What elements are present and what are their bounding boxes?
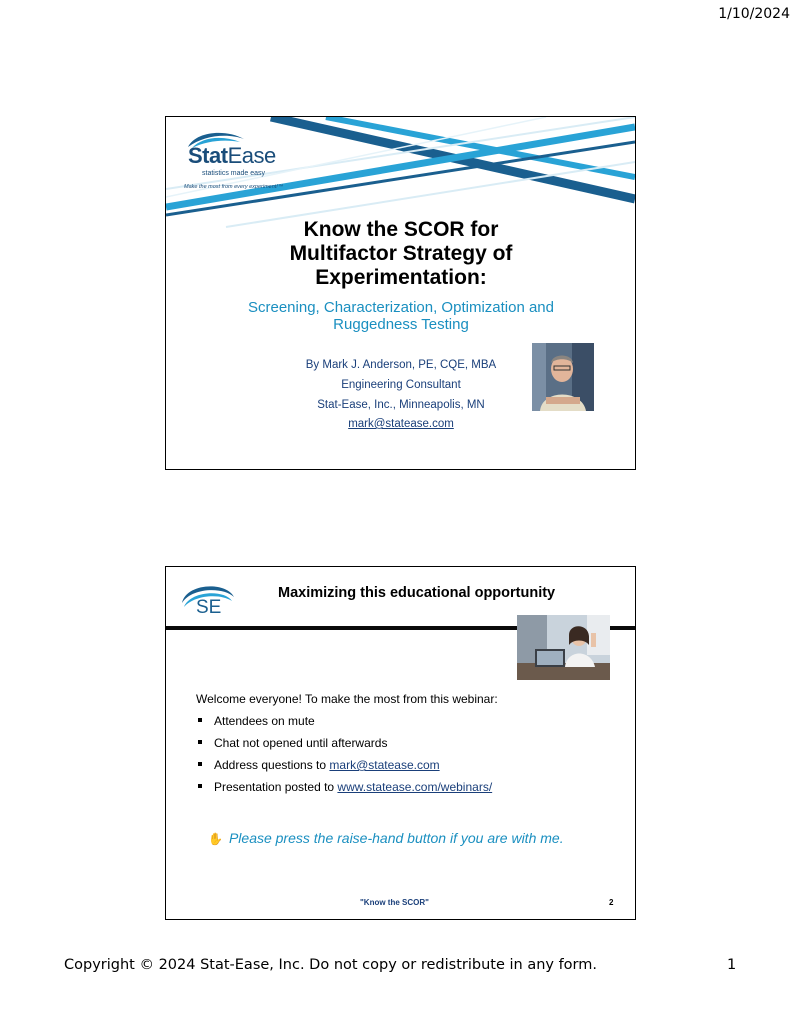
bullet-icon (198, 784, 202, 788)
bullet-icon (198, 718, 202, 722)
slide-2 (165, 566, 636, 920)
list-item: Chat not opened until afterwards (196, 735, 492, 757)
webinar-attendee-photo (517, 615, 610, 680)
intro-text: Welcome everyone! To make the most from this webinar: (196, 692, 498, 706)
presenter-photo (532, 343, 594, 411)
logo-text: SE (196, 597, 222, 618)
slide-1-subtitle: Screening, Characterization, Optimization and Ruggedness Testing (248, 299, 554, 333)
copyright-notice: Copyright © 2024 Stat-Ease, Inc. Do not copy or redistribute in any form. (64, 957, 597, 973)
bullet-icon (198, 762, 202, 766)
webinars-link[interactable]: www.statease.com/webinars/ (337, 780, 493, 794)
role-line: Engineering Consultant (341, 379, 461, 391)
list-item: Attendees on mute (196, 713, 492, 735)
email-link[interactable]: mark@statease.com (348, 418, 454, 430)
email-line (276, 418, 526, 430)
page-number: 1 (727, 957, 737, 973)
list-item: Presentation posted to www.statease.com/webinars/ (196, 779, 492, 801)
raise-hand-note: ✋ Please press the raise-hand button if you are with me. (208, 830, 564, 846)
list-item: Address questions to mark@statease.com (196, 757, 492, 779)
questions-email-link[interactable]: mark@statease.com (329, 758, 440, 772)
slide-1-title: Know the SCOR for Multifactor Strategy of Experimentation: (289, 218, 513, 289)
slide-number: 2 (609, 898, 614, 907)
logo-wordmark: StatEase (188, 143, 276, 168)
stat-ease-logo (184, 129, 314, 189)
tips-list (196, 713, 492, 801)
slide-footer: "Know the SCOR" (360, 898, 429, 907)
logo-tagline: statistics made easy (202, 170, 266, 177)
raised-hand-icon: ✋ (208, 832, 223, 846)
bullet-icon (198, 740, 202, 744)
se-logo (180, 579, 240, 619)
slide-1 (165, 116, 636, 470)
logo-motto: Make the most from every experiment!™ (184, 184, 284, 190)
slide-2-title: Maximizing this educational opportunity (278, 585, 556, 601)
author-line: By Mark J. Anderson, PE, CQE, MBA (305, 359, 497, 371)
page-date: 1/10/2024 (718, 6, 790, 22)
company-line: Stat-Ease, Inc., Minneapolis, MN (317, 399, 485, 411)
